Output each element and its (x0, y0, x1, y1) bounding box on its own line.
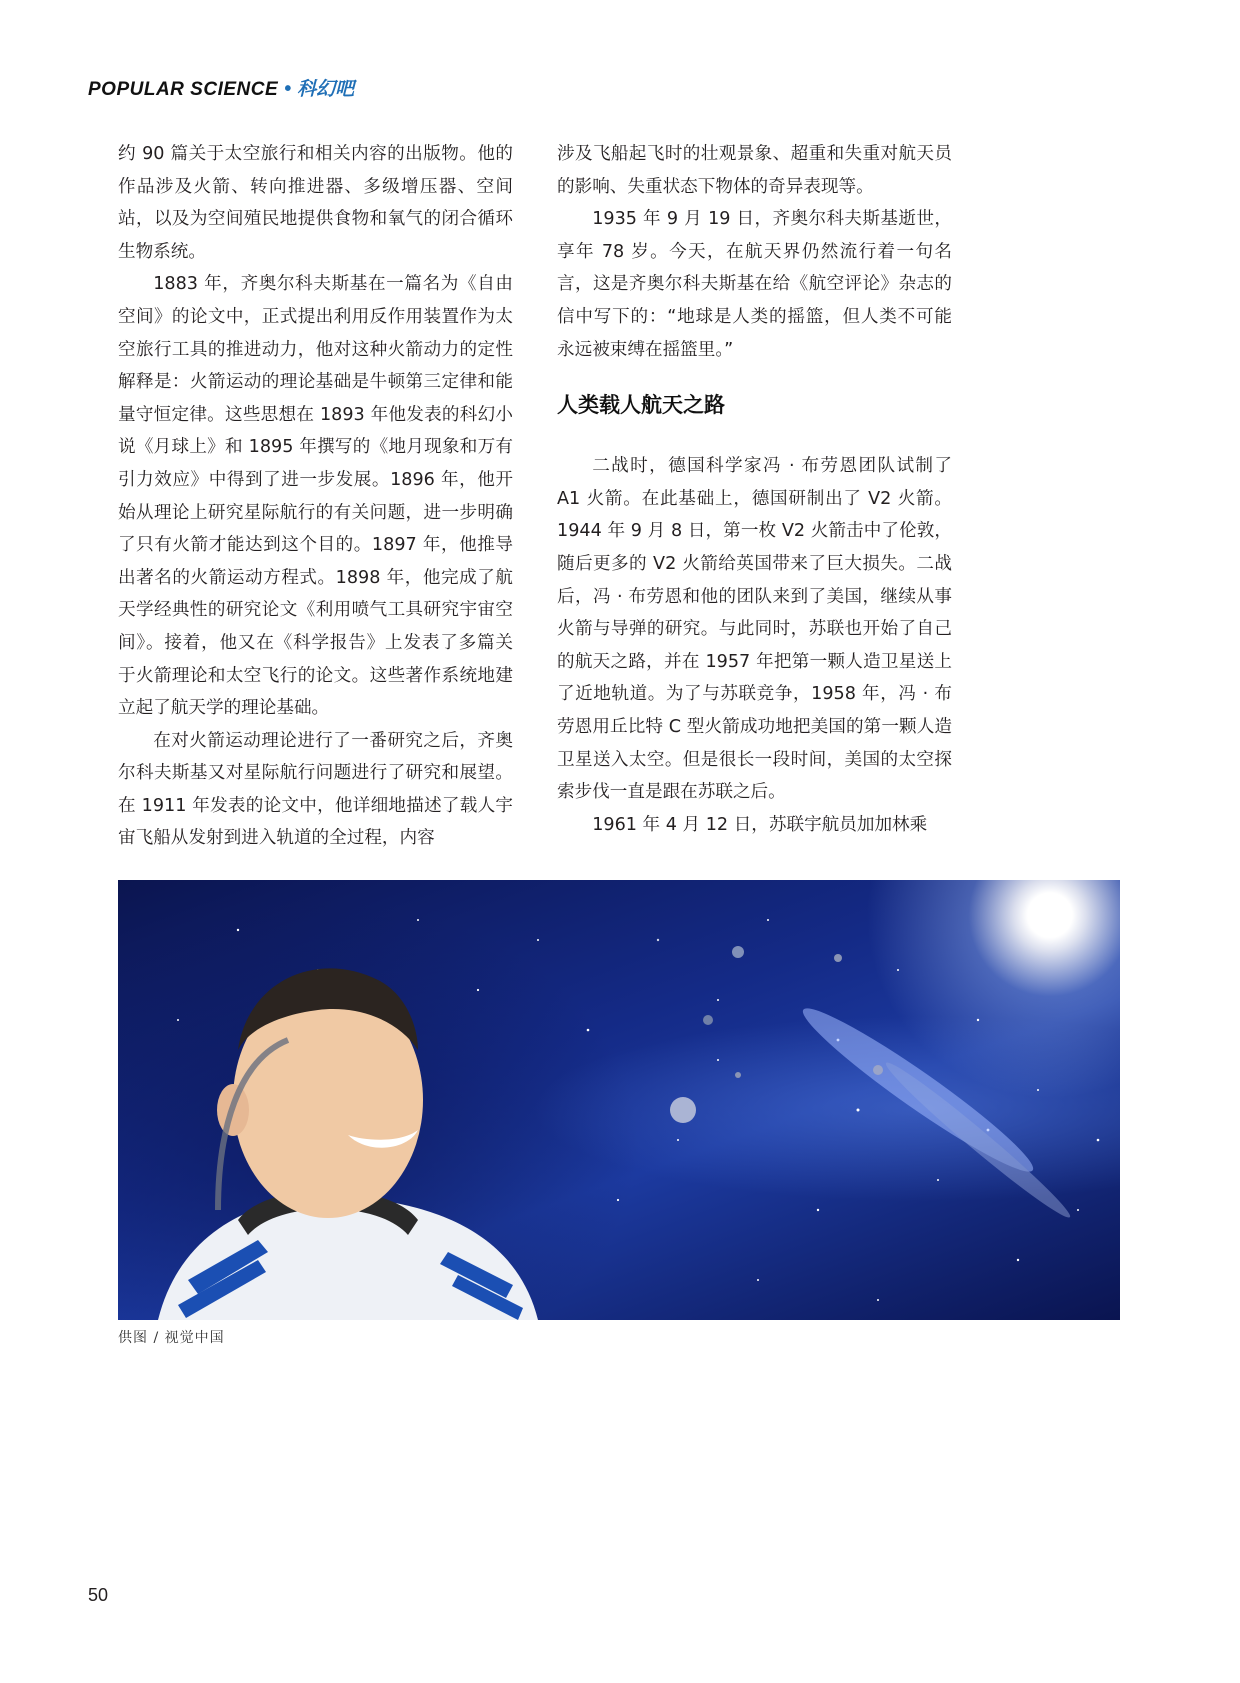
paragraph: 涉及飞船起飞时的壮观景象、超重和失重对航天员的影响、失重状态下物体的奇异表现等。 (557, 144, 952, 197)
paragraph: 在对火箭运动理论进行了一番研究之后，齐奥尔科夫斯基又对星际航行问题进行了研究和展望。在 1911 年发表的论文中，他详细地描述了载人宇宙飞船从发射到进入轨道的全过程，内容 (118, 730, 513, 849)
section-name: 科幻吧 (297, 79, 355, 100)
header-separator: • (284, 78, 292, 100)
photo-illustration (118, 880, 1120, 1320)
photo-credit: 供图 / 视觉中国 (118, 1330, 225, 1346)
left-column (118, 138, 513, 855)
paragraph: 二战时，德国科学家冯 · 布劳恩团队试制了 A1 火箭。在此基础上，德国研制出了 V2 火箭。1944 年 9 月 8 日，第一枚 V2 火箭击中了伦敦，随后更多的 V2 火箭给英国带来了巨大损失。二战后，冯 · 布劳恩和他的团队来到了美国，继续从事火箭与导弹的研究。与此同时，苏联也开始了自己的航天之路，并在 1957 年把第一颗人造卫星送上了近地轨道。为了与苏联竞争，1958 年，冯 · 布劳恩用丘比特 C 型火箭成功地把美国的第一颗人造卫星送入太空。但是很长一段时间，美国的太空探索步伐一直是跟在苏联之后。 (557, 456, 952, 803)
magazine-brand: POPULAR SCIENCE (88, 79, 279, 100)
paragraph: 约 90 篇关于太空旅行和相关内容的出版物。他的作品涉及火箭、转向推进器、多级增压器、空间站，以及为空间殖民地提供食物和氧气的闭合循环生物系统。 (118, 144, 513, 262)
running-header (88, 74, 354, 104)
paragraph: 1935 年 9 月 19 日，齐奥尔科夫斯基逝世，享年 78 岁。今天，在航天界仍然流行着一句名言，这是齐奥尔科夫斯基在给《航空评论》杂志的信中写下的：“地球是人类的摇篮，但人类不可能永远被束缚在摇篮里。” (557, 209, 952, 360)
paragraph: 1883 年，齐奥尔科夫斯基在一篇名为《自由空间》的论文中，正式提出利用反作用装置作为太空旅行工具的推进动力，他对这种火箭动力的定性解释是：火箭运动的理论基础是牛顿第三定律和能量守恒定律。这些思想在 1893 年他发表的科幻小说《月球上》和 1895 年撰写的《地月现象和万有引力效应》中得到了进一步发展。1896 年，他开始从理论上研究星际航行的有关问题，进一步明确了只有火箭才能达到这个目的。1897 年，他推导出著名的火箭运动方程式。1898 年，他完成了航天学经典性的研究论文《利用喷气工具研究宇宙空间》。接着，他又在《科学报告》上发表了多篇关于火箭理论和太空飞行的论文。这些著作系统地建立起了航天学的理论基础。 (118, 274, 513, 719)
space-photo (118, 880, 1120, 1320)
astronaut-child (158, 968, 538, 1320)
right-column (557, 138, 952, 841)
paragraph: 1961 年 4 月 12 日，苏联宇航员加加林乘 (592, 814, 928, 835)
page-number: 50 (88, 1585, 109, 1605)
galaxy-band (793, 995, 1076, 1225)
section-heading: 人类载人航天之路 (557, 393, 725, 418)
